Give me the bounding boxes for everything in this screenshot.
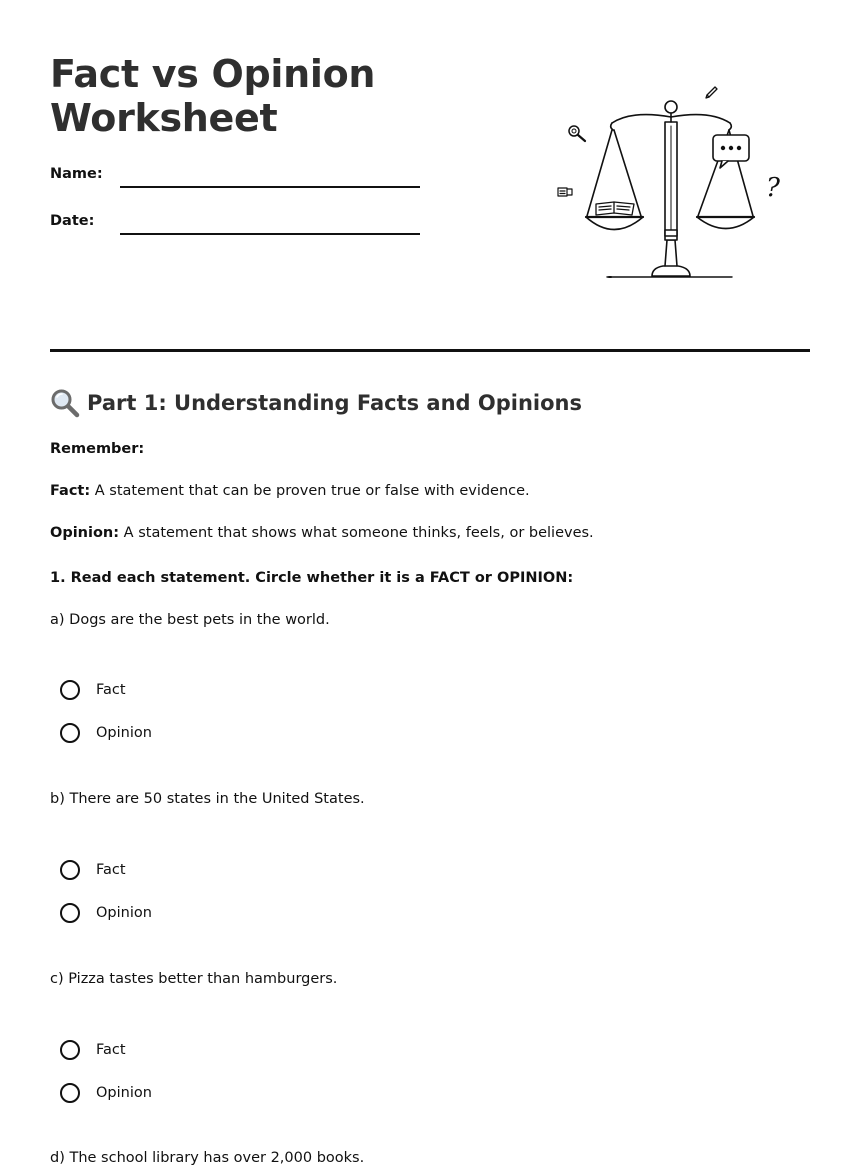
name-field[interactable] [50, 166, 420, 190]
balance-scale-illustration [552, 80, 792, 285]
statement-c-opinion-option[interactable] [60, 1080, 152, 1106]
title-line-2: Worksheet [50, 96, 278, 140]
label-tag-icon [558, 188, 572, 196]
radio-button[interactable] [60, 1040, 80, 1060]
magnifying-glass-icon [569, 126, 585, 141]
date-field[interactable] [50, 213, 420, 237]
option-label: Fact [96, 862, 126, 878]
option-label: Opinion [96, 1085, 152, 1101]
radio-button[interactable] [60, 680, 80, 700]
statement-a-opinion-option[interactable] [60, 720, 152, 746]
radio-button[interactable] [60, 860, 80, 880]
statement-a-fact-option[interactable] [60, 677, 126, 703]
name-blank-line[interactable] [120, 186, 420, 188]
option-label: Fact [96, 1042, 126, 1058]
option-label: Fact [96, 682, 126, 698]
name-label: Name: [50, 166, 103, 182]
part-1-heading [50, 388, 582, 418]
statement-c: c) Pizza tastes better than hamburgers. [50, 971, 338, 987]
fact-term: Fact: [50, 483, 91, 499]
speech-bubble-icon [713, 135, 749, 168]
balance-scale-icon [586, 101, 754, 277]
part-1-heading-text: Part 1: Understanding Facts and Opinions [87, 391, 582, 415]
radio-button[interactable] [60, 723, 80, 743]
opinion-term: Opinion: [50, 525, 120, 541]
opinion-definition-text: A statement that shows what someone thinks, feels, or believes. [119, 525, 594, 541]
question-1-instruction: 1. Read each statement. Circle whether it is a FACT or OPINION: [50, 570, 574, 586]
radio-button[interactable] [60, 903, 80, 923]
fact-definition-text: A statement that can be proven true or false with evidence. [90, 483, 530, 499]
statement-b-fact-option[interactable] [60, 857, 126, 883]
fact-definition [50, 483, 530, 499]
option-label: Opinion [96, 725, 152, 741]
option-label: Opinion [96, 905, 152, 921]
statement-a: a) Dogs are the best pets in the world. [50, 612, 330, 628]
statement-c-fact-option[interactable] [60, 1037, 126, 1063]
question-mark-icon: ? [766, 173, 780, 203]
remember-label: Remember: [50, 441, 145, 457]
date-label: Date: [50, 213, 95, 229]
radio-button[interactable] [60, 1083, 80, 1103]
title-line-1: Fact vs Opinion [50, 52, 376, 96]
statement-b: b) There are 50 states in the United States. [50, 791, 365, 807]
pencil-icon [706, 87, 717, 98]
date-blank-line[interactable] [120, 233, 420, 235]
statement-b-opinion-option[interactable] [60, 900, 152, 926]
magnifying-glass-icon [50, 388, 80, 418]
section-divider [50, 349, 810, 352]
worksheet-title [50, 52, 375, 140]
opinion-definition [50, 525, 594, 541]
open-book-icon [596, 202, 634, 215]
statement-d: d) The school library has over 2,000 books. [50, 1150, 365, 1166]
